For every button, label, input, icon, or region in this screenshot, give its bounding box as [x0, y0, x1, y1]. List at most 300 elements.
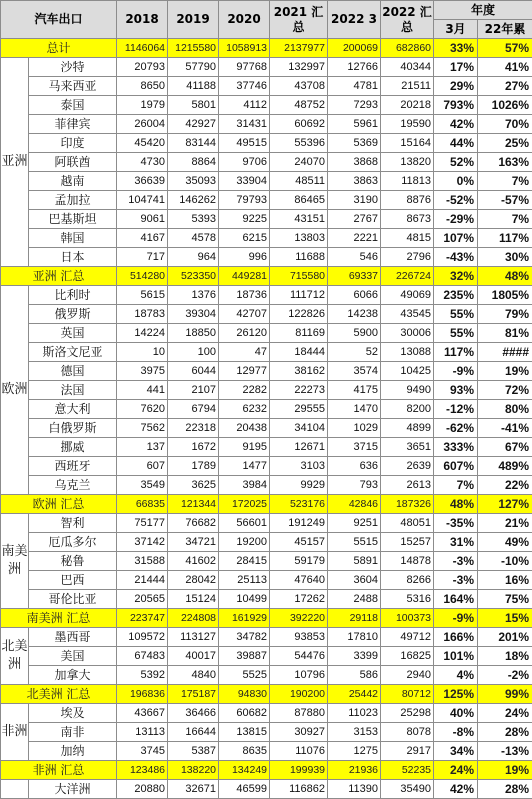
march-growth-cell: -29% — [434, 210, 478, 229]
table-row — [1, 628, 532, 647]
value-cell: 10 — [117, 343, 168, 362]
value-cell: 80712 — [381, 685, 434, 704]
value-cell: 3975 — [117, 362, 168, 381]
value-cell: 25113 — [219, 571, 270, 590]
value-cell: 3153 — [328, 723, 381, 742]
header-2021-total: 2021 汇总 — [270, 1, 328, 39]
value-cell: 5515 — [328, 533, 381, 552]
value-cell: 11076 — [270, 742, 328, 761]
value-cell: 13113 — [117, 723, 168, 742]
country-name: 墨西哥 — [29, 628, 117, 647]
march-growth-cell: -62% — [434, 419, 478, 438]
value-cell: 79793 — [219, 191, 270, 210]
value-cell: 28415 — [219, 552, 270, 571]
value-cell: 9490 — [381, 381, 434, 400]
country-name: 印度 — [29, 134, 117, 153]
value-cell: 13088 — [381, 343, 434, 362]
march-growth-cell: 44% — [434, 134, 478, 153]
ytd-growth-cell: 57% — [478, 39, 532, 58]
value-cell: 32671 — [168, 780, 219, 799]
value-cell: 10425 — [381, 362, 434, 381]
country-name: 埃及 — [29, 704, 117, 723]
value-cell: 109572 — [117, 628, 168, 647]
value-cell: 586 — [328, 666, 381, 685]
value-cell: 29555 — [270, 400, 328, 419]
country-name: 俄罗斯 — [29, 305, 117, 324]
value-cell: 111712 — [270, 286, 328, 305]
ytd-growth-cell: 16% — [478, 571, 532, 590]
value-cell: 717 — [117, 248, 168, 267]
ytd-growth-cell: 7% — [478, 210, 532, 229]
value-cell: 10499 — [219, 590, 270, 609]
value-cell: 22318 — [168, 419, 219, 438]
country-name: 泰国 — [29, 96, 117, 115]
march-growth-cell: -9% — [434, 609, 478, 628]
country-name: 越南 — [29, 172, 117, 191]
total-row — [1, 761, 532, 780]
value-cell: 16825 — [381, 647, 434, 666]
value-cell: 1376 — [168, 286, 219, 305]
table-row — [1, 58, 532, 77]
value-cell: 13820 — [381, 153, 434, 172]
table-row — [1, 723, 532, 742]
value-cell: 523176 — [270, 495, 328, 514]
country-name: 意大利 — [29, 400, 117, 419]
value-cell: 26120 — [219, 324, 270, 343]
ytd-growth-cell: 27% — [478, 77, 532, 96]
ytd-growth-cell: 49% — [478, 533, 532, 552]
value-cell: 33904 — [219, 172, 270, 191]
ytd-growth-cell: 19% — [478, 761, 532, 780]
value-cell: 1058913 — [219, 39, 270, 58]
country-name: 斯洛文尼亚 — [29, 343, 117, 362]
value-cell: 21444 — [117, 571, 168, 590]
country-name: 沙特 — [29, 58, 117, 77]
value-cell: 146262 — [168, 191, 219, 210]
value-cell: 8078 — [381, 723, 434, 742]
country-name: 马来西亚 — [29, 77, 117, 96]
value-cell: 60692 — [270, 115, 328, 134]
value-cell: 5900 — [328, 324, 381, 343]
value-cell: 69337 — [328, 267, 381, 286]
value-cell: 38162 — [270, 362, 328, 381]
value-cell: 36639 — [117, 172, 168, 191]
march-growth-cell: 107% — [434, 229, 478, 248]
ytd-growth-cell: 67% — [478, 438, 532, 457]
value-cell: 2282 — [219, 381, 270, 400]
value-cell: 19590 — [381, 115, 434, 134]
value-cell: 26004 — [117, 115, 168, 134]
value-cell: 191249 — [270, 514, 328, 533]
value-cell: 5801 — [168, 96, 219, 115]
value-cell: 2107 — [168, 381, 219, 400]
value-cell: 116862 — [270, 780, 328, 799]
value-cell: 172025 — [219, 495, 270, 514]
march-growth-cell: 48% — [434, 495, 478, 514]
value-cell: 224808 — [168, 609, 219, 628]
march-growth-cell: -43% — [434, 248, 478, 267]
value-cell: 5392 — [117, 666, 168, 685]
ytd-growth-cell: -41% — [478, 419, 532, 438]
value-cell: 11688 — [270, 248, 328, 267]
ytd-growth-cell: 41% — [478, 58, 532, 77]
value-cell: 48511 — [270, 172, 328, 191]
value-cell: 8673 — [381, 210, 434, 229]
value-cell: 175187 — [168, 685, 219, 704]
value-cell: 8200 — [381, 400, 434, 419]
value-cell: 52235 — [381, 761, 434, 780]
march-growth-cell: 793% — [434, 96, 478, 115]
value-cell: 54476 — [270, 647, 328, 666]
country-name: 巴基斯坦 — [29, 210, 117, 229]
value-cell: 41602 — [168, 552, 219, 571]
value-cell: 8266 — [381, 571, 434, 590]
value-cell: 42846 — [328, 495, 381, 514]
ytd-growth-cell: 70% — [478, 115, 532, 134]
value-cell: 25298 — [381, 704, 434, 723]
value-cell: 8635 — [219, 742, 270, 761]
value-cell: 16644 — [168, 723, 219, 742]
ytd-growth-cell: 22% — [478, 476, 532, 495]
ytd-growth-cell: #### — [478, 343, 532, 362]
value-cell: 13815 — [219, 723, 270, 742]
ytd-growth-cell: 30% — [478, 248, 532, 267]
ytd-growth-cell: 1805% — [478, 286, 532, 305]
value-cell: 15124 — [168, 590, 219, 609]
march-growth-cell: 55% — [434, 324, 478, 343]
value-cell: 715580 — [270, 267, 328, 286]
table-row — [1, 533, 532, 552]
value-cell: 4175 — [328, 381, 381, 400]
value-cell: 4899 — [381, 419, 434, 438]
value-cell: 66835 — [117, 495, 168, 514]
value-cell: 441 — [117, 381, 168, 400]
ytd-growth-cell: -10% — [478, 552, 532, 571]
ytd-growth-cell: 80% — [478, 400, 532, 419]
value-cell: 9929 — [270, 476, 328, 495]
value-cell: 4167 — [117, 229, 168, 248]
value-cell: 196836 — [117, 685, 168, 704]
total-label: 非洲 汇总 — [1, 761, 117, 780]
value-cell: 199939 — [270, 761, 328, 780]
value-cell: 87880 — [270, 704, 328, 723]
value-cell: 134249 — [219, 761, 270, 780]
value-cell: 3745 — [117, 742, 168, 761]
value-cell: 45157 — [270, 533, 328, 552]
table-row — [1, 400, 532, 419]
value-cell: 24070 — [270, 153, 328, 172]
value-cell: 4730 — [117, 153, 168, 172]
country-name: 南非 — [29, 723, 117, 742]
value-cell: 20565 — [117, 590, 168, 609]
march-growth-cell: 55% — [434, 305, 478, 324]
table-row — [1, 172, 532, 191]
ytd-growth-cell: 72% — [478, 381, 532, 400]
country-name: 厄瓜多尔 — [29, 533, 117, 552]
value-cell: 9195 — [219, 438, 270, 457]
value-cell: 34104 — [270, 419, 328, 438]
value-cell: 187326 — [381, 495, 434, 514]
march-growth-cell: -35% — [434, 514, 478, 533]
value-cell: 40017 — [168, 647, 219, 666]
country-name: 英国 — [29, 324, 117, 343]
value-cell: 4815 — [381, 229, 434, 248]
region-label: 北美洲 — [1, 628, 29, 685]
march-growth-cell: 235% — [434, 286, 478, 305]
value-cell: 514280 — [117, 267, 168, 286]
value-cell: 12766 — [328, 58, 381, 77]
header-2018: 2018 — [117, 1, 168, 39]
value-cell: 6215 — [219, 229, 270, 248]
value-cell: 34721 — [168, 533, 219, 552]
total-label: 总计 — [1, 39, 117, 58]
value-cell: 7293 — [328, 96, 381, 115]
value-cell: 6232 — [219, 400, 270, 419]
ytd-growth-cell: 28% — [478, 780, 532, 799]
total-row — [1, 39, 532, 58]
country-name: 韩国 — [29, 229, 117, 248]
value-cell: 793 — [328, 476, 381, 495]
country-name: 比利时 — [29, 286, 117, 305]
value-cell: 138220 — [168, 761, 219, 780]
value-cell: 47 — [219, 343, 270, 362]
total-row — [1, 609, 532, 628]
value-cell: 9706 — [219, 153, 270, 172]
header-2022-total: 2022 汇总 — [381, 1, 434, 39]
march-growth-cell: 117% — [434, 343, 478, 362]
value-cell: 30927 — [270, 723, 328, 742]
march-growth-cell: 24% — [434, 761, 478, 780]
ytd-growth-cell: -57% — [478, 191, 532, 210]
march-growth-cell: 333% — [434, 438, 478, 457]
value-cell: 3625 — [168, 476, 219, 495]
ytd-growth-cell: 25% — [478, 134, 532, 153]
march-growth-cell: 17% — [434, 58, 478, 77]
header-march: 3月 — [434, 20, 478, 39]
ytd-growth-cell: 117% — [478, 229, 532, 248]
value-cell: 75177 — [117, 514, 168, 533]
ytd-growth-cell: 28% — [478, 723, 532, 742]
ytd-growth-cell: 75% — [478, 590, 532, 609]
value-cell: 636 — [328, 457, 381, 476]
country-name: 日本 — [29, 248, 117, 267]
value-cell: 43151 — [270, 210, 328, 229]
value-cell: 55396 — [270, 134, 328, 153]
march-growth-cell: -52% — [434, 191, 478, 210]
value-cell: 21936 — [328, 761, 381, 780]
header-ytd: 22年累 — [478, 20, 532, 39]
country-name: 阿联酋 — [29, 153, 117, 172]
value-cell: 5316 — [381, 590, 434, 609]
value-cell: 36466 — [168, 704, 219, 723]
value-cell: 6794 — [168, 400, 219, 419]
ytd-growth-cell: 18% — [478, 647, 532, 666]
value-cell: 47640 — [270, 571, 328, 590]
table-row — [1, 248, 532, 267]
value-cell: 5961 — [328, 115, 381, 134]
value-cell: 100 — [168, 343, 219, 362]
header-2022-3: 2022 3 — [328, 1, 381, 39]
value-cell: 682860 — [381, 39, 434, 58]
value-cell: 11390 — [328, 780, 381, 799]
ytd-growth-cell: 99% — [478, 685, 532, 704]
ytd-growth-cell: 79% — [478, 305, 532, 324]
region-label — [1, 780, 29, 799]
country-name: 智利 — [29, 514, 117, 533]
value-cell: 93853 — [270, 628, 328, 647]
table-row — [1, 780, 532, 799]
value-cell: 996 — [219, 248, 270, 267]
country-name: 哥伦比亚 — [29, 590, 117, 609]
value-cell: 10796 — [270, 666, 328, 685]
march-growth-cell: 42% — [434, 115, 478, 134]
march-growth-cell: 34% — [434, 742, 478, 761]
ytd-growth-cell: 19% — [478, 362, 532, 381]
value-cell: 15257 — [381, 533, 434, 552]
value-cell: 3549 — [117, 476, 168, 495]
value-cell: 5387 — [168, 742, 219, 761]
table-row — [1, 96, 532, 115]
value-cell: 200069 — [328, 39, 381, 58]
march-growth-cell: 4% — [434, 666, 478, 685]
table-row — [1, 571, 532, 590]
value-cell: 2221 — [328, 229, 381, 248]
value-cell: 2488 — [328, 590, 381, 609]
value-cell: 3715 — [328, 438, 381, 457]
value-cell: 3863 — [328, 172, 381, 191]
value-cell: 5369 — [328, 134, 381, 153]
region-label: 南美洲 — [1, 514, 29, 609]
value-cell: 20793 — [117, 58, 168, 77]
table-row — [1, 153, 532, 172]
value-cell: 9225 — [219, 210, 270, 229]
value-cell: 43708 — [270, 77, 328, 96]
value-cell: 3984 — [219, 476, 270, 495]
header-2019: 2019 — [168, 1, 219, 39]
country-name: 大洋洲 — [29, 780, 117, 799]
value-cell: 76682 — [168, 514, 219, 533]
value-cell: 607 — [117, 457, 168, 476]
table-row — [1, 324, 532, 343]
march-growth-cell: -9% — [434, 362, 478, 381]
value-cell: 223747 — [117, 609, 168, 628]
value-cell: 3651 — [381, 438, 434, 457]
march-growth-cell: 164% — [434, 590, 478, 609]
country-name: 乌克兰 — [29, 476, 117, 495]
march-growth-cell: 33% — [434, 39, 478, 58]
table-row — [1, 704, 532, 723]
total-label: 欧洲 汇总 — [1, 495, 117, 514]
header-title: 汽车出口 — [1, 1, 117, 39]
table-row — [1, 286, 532, 305]
value-cell: 1789 — [168, 457, 219, 476]
value-cell: 9251 — [328, 514, 381, 533]
value-cell: 43667 — [117, 704, 168, 723]
table-row — [1, 647, 532, 666]
value-cell: 40344 — [381, 58, 434, 77]
ytd-growth-cell: 163% — [478, 153, 532, 172]
value-cell: 3868 — [328, 153, 381, 172]
value-cell: 52 — [328, 343, 381, 362]
value-cell: 97768 — [219, 58, 270, 77]
table-row — [1, 514, 532, 533]
value-cell: 1215580 — [168, 39, 219, 58]
value-cell: 964 — [168, 248, 219, 267]
value-cell: 42707 — [219, 305, 270, 324]
country-name: 孟加拉 — [29, 191, 117, 210]
value-cell: 39304 — [168, 305, 219, 324]
table-row — [1, 343, 532, 362]
value-cell: 81169 — [270, 324, 328, 343]
value-cell: 4112 — [219, 96, 270, 115]
value-cell: 5525 — [219, 666, 270, 685]
value-cell: 1672 — [168, 438, 219, 457]
value-cell: 7562 — [117, 419, 168, 438]
value-cell: 20218 — [381, 96, 434, 115]
country-name: 西班牙 — [29, 457, 117, 476]
march-growth-cell: 7% — [434, 476, 478, 495]
ytd-growth-cell: 201% — [478, 628, 532, 647]
value-cell: 37746 — [219, 77, 270, 96]
value-cell: 3604 — [328, 571, 381, 590]
table-row — [1, 419, 532, 438]
value-cell: 13803 — [270, 229, 328, 248]
country-name: 巴西 — [29, 571, 117, 590]
march-growth-cell: 31% — [434, 533, 478, 552]
value-cell: 35093 — [168, 172, 219, 191]
value-cell: 67483 — [117, 647, 168, 666]
header-row-1 — [1, 1, 532, 20]
value-cell: 18736 — [219, 286, 270, 305]
value-cell: 2767 — [328, 210, 381, 229]
value-cell: 20880 — [117, 780, 168, 799]
value-cell: 546 — [328, 248, 381, 267]
total-label: 亚洲 汇总 — [1, 267, 117, 286]
march-growth-cell: 42% — [434, 780, 478, 799]
header-annual: 年度 — [434, 1, 532, 20]
table-row — [1, 457, 532, 476]
country-name: 秘鲁 — [29, 552, 117, 571]
value-cell: 3574 — [328, 362, 381, 381]
ytd-growth-cell: 81% — [478, 324, 532, 343]
value-cell: 42927 — [168, 115, 219, 134]
total-label: 南美洲 汇总 — [1, 609, 117, 628]
country-name: 美国 — [29, 647, 117, 666]
value-cell: 1146064 — [117, 39, 168, 58]
value-cell: 49515 — [219, 134, 270, 153]
ytd-growth-cell: 7% — [478, 172, 532, 191]
total-label: 北美洲 汇总 — [1, 685, 117, 704]
table-row — [1, 305, 532, 324]
table-row — [1, 476, 532, 495]
table-row — [1, 229, 532, 248]
table-row — [1, 381, 532, 400]
value-cell: 4578 — [168, 229, 219, 248]
value-cell: 83144 — [168, 134, 219, 153]
value-cell: 523350 — [168, 267, 219, 286]
value-cell: 21511 — [381, 77, 434, 96]
value-cell: 49069 — [381, 286, 434, 305]
value-cell: 39887 — [219, 647, 270, 666]
value-cell: 57790 — [168, 58, 219, 77]
value-cell: 100373 — [381, 609, 434, 628]
ytd-growth-cell: 21% — [478, 514, 532, 533]
value-cell: 18783 — [117, 305, 168, 324]
country-name: 加纳 — [29, 742, 117, 761]
region-label: 欧洲 — [1, 286, 29, 495]
region-label: 非洲 — [1, 704, 29, 761]
value-cell: 8876 — [381, 191, 434, 210]
